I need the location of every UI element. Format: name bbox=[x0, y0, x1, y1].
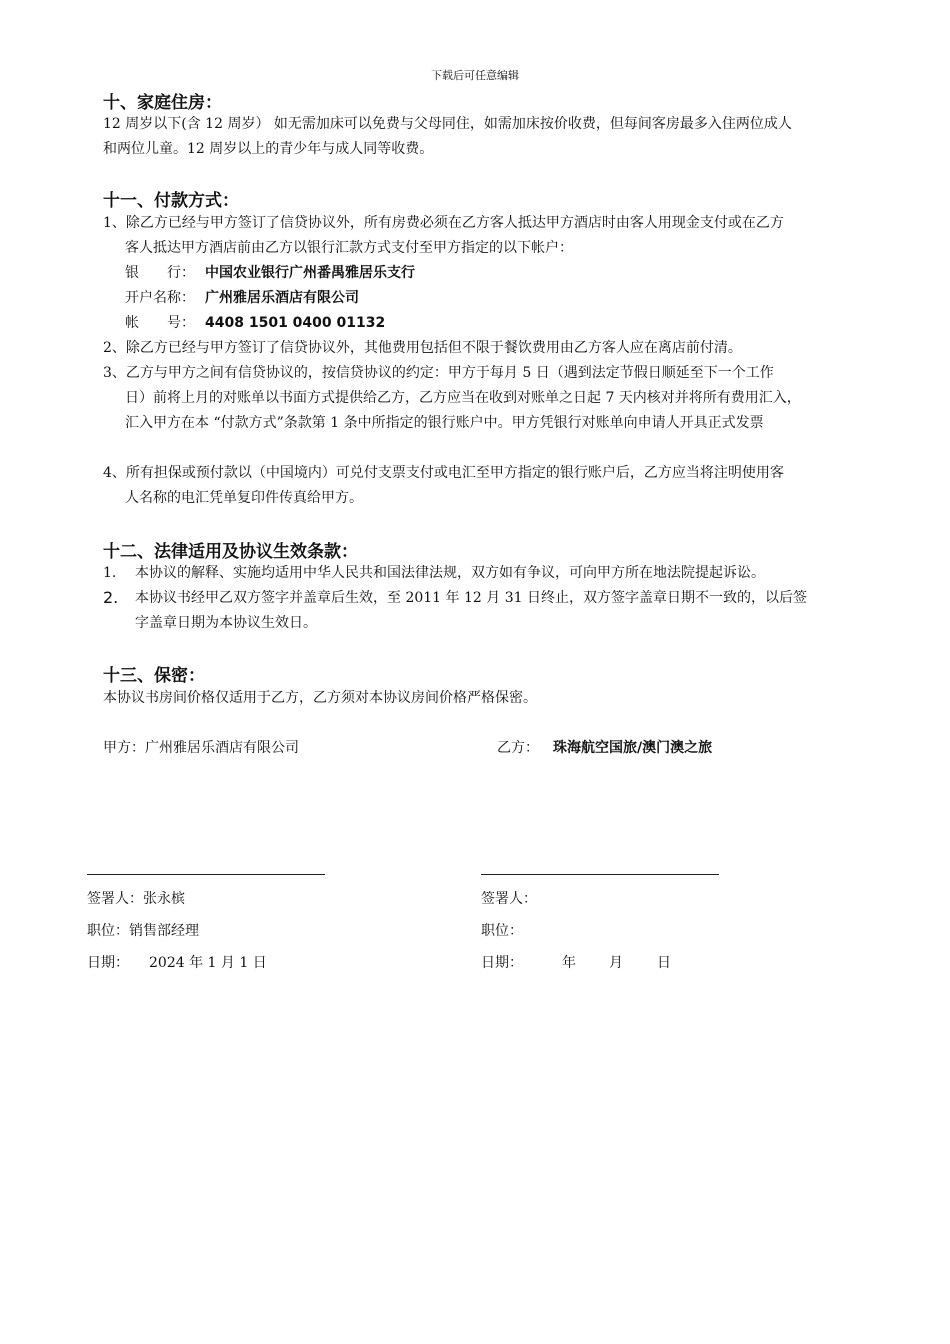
section-11-item-2: 2、除乙方已经与甲方签订了信贷协议外，其他费用包括但不限于餐饮费用由乙方客人应在离店前付清。 bbox=[103, 340, 742, 356]
bank-value: 中国农业银行广州番禺雅居乐支行 bbox=[205, 265, 415, 281]
signer-a-value: 张永槟 bbox=[143, 891, 185, 907]
section-12-title: 十二、法律适用及协议生效条款： bbox=[103, 542, 358, 562]
section-13-text: 本协议书房间价格仅适用于乙方，乙方须对本协议房间价格严格保密。 bbox=[103, 690, 537, 706]
date-b-year: 年 bbox=[562, 955, 576, 971]
section-12-item-2-line-2: 字盖章日期为本协议生效日。 bbox=[135, 615, 317, 631]
signature-line-b bbox=[481, 874, 719, 875]
signer-a bbox=[87, 887, 185, 912]
party-a-label: 甲方： bbox=[103, 740, 145, 756]
section-12-item-1-num: 1. bbox=[103, 565, 117, 581]
account-name-label: 开户名称： bbox=[125, 290, 195, 306]
bank-row bbox=[125, 261, 415, 286]
bank-label: 银 行： bbox=[125, 265, 195, 281]
section-12-item-1: 本协议的解释、实施均适用中华人民共和国法律法规，双方如有争议，可向甲方所在地法院提起诉讼。 bbox=[135, 565, 765, 581]
date-b-day: 日 bbox=[657, 955, 671, 971]
party-a bbox=[103, 736, 299, 761]
section-10-title: 十、家庭住房： bbox=[103, 93, 222, 113]
account-number-label: 帐 号： bbox=[125, 315, 195, 331]
date-a-label: 日期： bbox=[87, 955, 129, 971]
date-a-value: 2024 年 1 月 1 日 bbox=[149, 955, 267, 971]
party-a-value: 广州雅居乐酒店有限公司 bbox=[145, 740, 299, 756]
section-11-item-4-line-1: 4、所有担保或预付款以（中国境内）可兑付支票支付或电汇至甲方指定的银行账户后，乙方应当将注明使用客 bbox=[103, 465, 784, 481]
section-11-item-3-line-2: 日）前将上月的对账单以书面方式提供给乙方，乙方应当在收到对账单之日起 7 天内核对并将所有费用汇入， bbox=[125, 390, 801, 406]
date-b-month: 月 bbox=[609, 955, 623, 971]
account-number-value: 4408 1501 0400 01132 bbox=[205, 315, 386, 331]
position-a-label: 职位： bbox=[87, 923, 129, 939]
section-10-line-1: 12 周岁以下(含 12 周岁） 如无需加床可以免费与父母同住，如需加床按价收费，但每间客房最多入住两位成人 bbox=[103, 116, 792, 132]
section-10-line-2: 和两位儿童。12 周岁以上的青少年与成人同等收费。 bbox=[103, 141, 434, 157]
section-11-title: 十一、付款方式： bbox=[103, 191, 239, 211]
section-11-item-3-line-1: 3、乙方与甲方之间有信贷协议的，按信贷协议的约定：甲方于每月 5 日（遇到法定节假日顺延至下一个工作 bbox=[103, 365, 774, 381]
section-11-item-4-line-2: 人名称的电汇凭单复印件传真给甲方。 bbox=[125, 490, 363, 506]
section-12-item-2-line-1: 本协议书经甲乙双方签字并盖章后生效，至 2011 年 12 月 31 日终止，双方签字盖章日期不一致的，以后签 bbox=[135, 590, 807, 606]
section-11-item-3-line-3: 汇入甲方在本 “付款方式”条款第 1 条中所指定的银行账户中。甲方凭银行对账单向申请人开具正式发票 bbox=[125, 415, 764, 431]
section-13-title: 十三、保密： bbox=[103, 666, 205, 686]
signature-line-a bbox=[87, 874, 325, 875]
section-11-item-1-line-1: 1、除乙方已经与甲方签订了信贷协议外，所有房费必须在乙方客人抵达甲方酒店时由客人用现金支付或在乙方 bbox=[103, 215, 784, 231]
position-a bbox=[87, 919, 199, 944]
signer-a-label: 签署人： bbox=[87, 891, 143, 907]
position-a-value: 销售部经理 bbox=[129, 923, 199, 939]
date-a bbox=[87, 951, 267, 976]
account-name-value: 广州雅居乐酒店有限公司 bbox=[205, 290, 359, 306]
position-b-label: 职位： bbox=[481, 923, 523, 939]
header-note: 下载后可任意编辑 bbox=[431, 69, 519, 82]
party-b bbox=[497, 736, 712, 761]
signer-b-label: 签署人： bbox=[481, 891, 537, 907]
section-11-item-1-line-2: 客人抵达甲方酒店前由乙方以银行汇款方式支付至甲方指定的以下帐户： bbox=[125, 240, 573, 256]
account-number-row bbox=[125, 311, 385, 336]
section-12-item-2-num: 2. bbox=[103, 588, 119, 607]
account-name-row bbox=[125, 286, 359, 311]
party-b-value: 珠海航空国旅/澳门澳之旅 bbox=[553, 740, 713, 756]
party-b-label: 乙方： bbox=[497, 740, 539, 756]
date-b-label: 日期： bbox=[481, 955, 523, 971]
